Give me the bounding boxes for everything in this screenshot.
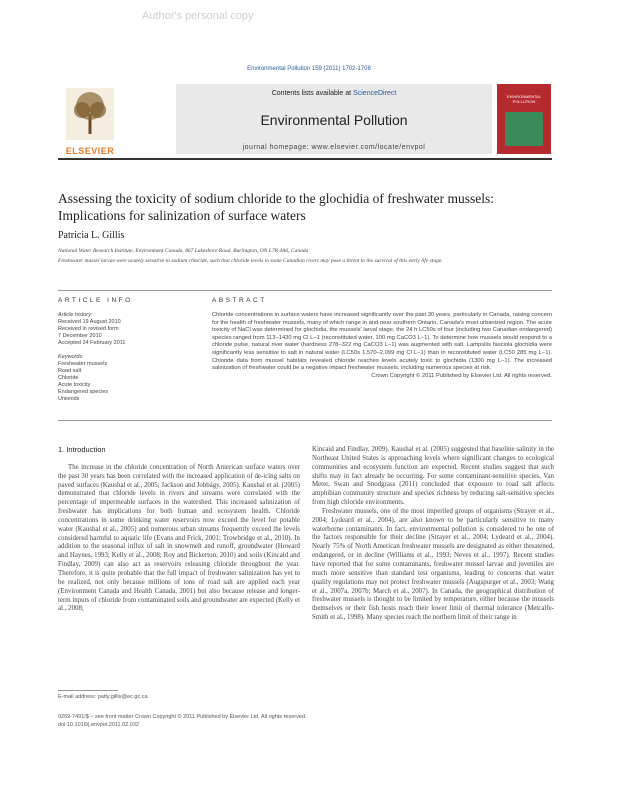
keyword: Chloride [58, 375, 79, 381]
right-column [312, 446, 554, 623]
history-line: 7 December 2010 [58, 333, 102, 339]
author-name: Patricia L. Gillis [58, 230, 125, 241]
abstract-text: Chloride concentrations in surface waters have increased significantly over the past 30 years, particularly in Canada, raising concern for the health of freshwater mussels, many of which range in and near southern Ontario, Canada's most urbanized region. The acute toxicity of NaCl was determined for glochidia, the mussels' larval stage, the 24 h LC50s of four (including two Canadian endangered) species ranged from 113–1430 mg Cl L−1 (reconstituted water, 100 mg CaCO3 L−1). To determine how mussels would respond to a chloride pulse, natural river water (hardness 278–322 mg CaCO3 L−1) was augmented with salt. Lampsilis fasciola glochidia were significantly less sensitive to salt in natural water (LC50s 1,570–2,099 mg Cl L−1) than in reconstituted water (LC50 285 mg L−1). Chloride data from mussel habitats revealed chloride reaches levels acutely toxic to glochidia (1300 mg L−1). The increased salinization of freshwater could be a negative impact freshwater mussels, including numerous species at risk. [212, 312, 552, 372]
keyword: Endangered species [58, 389, 109, 395]
article-history [58, 312, 198, 347]
history-line: Received 19 August 2010 [58, 319, 121, 325]
history-line: Accepted 24 February 2011 [58, 340, 126, 346]
abstract-divider [58, 420, 552, 421]
abstract-copyright: Crown Copyright © 2011 Published by Elsevier Ltd. All rights reserved. [371, 372, 552, 379]
sciencedirect-link[interactable]: ScienceDirect [353, 90, 397, 97]
left-column [58, 446, 300, 614]
journal-homepage-link[interactable]: journal homepage: www.elsevier.com/locate/envpol [242, 144, 426, 151]
keyword: Unionids [58, 396, 80, 402]
contents-prefix: Contents lists available at [271, 90, 352, 97]
author-copy-watermark [142, 10, 254, 22]
header-divider [58, 158, 552, 160]
keywords-label: Keywords: [58, 354, 84, 360]
contents-line [176, 90, 492, 97]
keyword: Acute toxicity [58, 382, 91, 388]
cover-art-image [505, 112, 543, 146]
cover-title: ENVIRONMENTAL POLLUTION [506, 94, 542, 104]
keyword: Road salt [58, 368, 82, 374]
abstract-heading: ABSTRACT [212, 297, 267, 304]
introduction-heading: 1. Introduction [58, 445, 106, 454]
author-email-footnote[interactable]: E-mail address: patty.gillis@ec.gc.ca. [58, 694, 150, 700]
journal-title: Environmental Pollution [260, 112, 408, 128]
publisher-name: ELSEVIER [65, 146, 115, 156]
abstract-body [212, 312, 552, 380]
history-line: Received in revised form [58, 326, 119, 332]
footnote-divider [58, 690, 118, 691]
keyword: Freshwater mussels [58, 361, 108, 367]
article-info-heading: ARTICLE INFO [58, 297, 133, 304]
doi-link[interactable]: doi:10.1016/j.envpol.2011.02.032 [58, 722, 139, 728]
author-affiliation: National Water Research Institute, Environment Canada, 867 Lakeshore Road, Burlington, ON L7R 4A6, Canada [58, 248, 309, 254]
article-highlight: Freshwater mussel larvae were acutely sensitive to sodium chloride, such that chloride levels in some Canadian rivers may pose a threat to the survival of this early life stage. [58, 258, 443, 264]
issn-line: 0269-7491/$ – see front matter Crown Copyright © 2011 Published by Elsevier Ltd. All rights reserved. [58, 714, 307, 720]
watermark-visible-text: Author's personal copy [142, 10, 254, 22]
body-paragraph: Freshwater mussels, one of the most imperiled groups of organisms (Strayer et al., 2004; Lydeard et al., 2004), are also known to be particularly sensitive to many waterborne contaminants. In fact, environmental pollution is considered to be one of the factors responsible for their decline (Strayer et al., 2004; Lydeard et al., 2004). Nearly 75% of North American freshwater mussels are designated as either threatened, endangered, or in decline (Williams et al., 1993; Neves et al., 1997). Recent studies have reported that for some contaminants, freshwater mussel larvae and juveniles are much more sensitive than standard test organisms, leading to concerns that water quality regulations may not protect freshwater mussels (Augspurger et al., 2003; Wang et al., 2007a, 2007b; March et al., 2007). In Canada, the geographical distribution of freshwater mussels is thought to be limited by temperature, either because the mussels themselves or their fish hosts reach their lower limit of thermal tolerance (Metcalfe-Smith et al., 1998). Many species reach the northern limit of their range in [312, 507, 554, 622]
history-label: Article history: [58, 312, 93, 318]
keywords [58, 354, 198, 403]
journal-citation[interactable]: Environmental Pollution 159 (2011) 1702-1708 [247, 66, 371, 72]
body-paragraph: Kincaid and Findlay, 2009). Kaushal et al. (2005) suggested that baseline salinity in the Northeast United States is approaching levels where significant changes to ecological communities and ecosystem function are expected. Recent studies suggest that such shifts may in fact already be occurring. For some contaminant-sensitive species, Van Meter, Swan and Snodgrass (2011) concluded that exposure to road salt affects amphibian community structure and species richness by reducing salt-sensitive species from high chloride environments. [312, 446, 554, 507]
intro-paragraph: The increase in the chloride concentration of North American surface waters over the past 30 years has been correlated with the increased application of de-icing salts on paved surfaces (Kaushal et al., 2005; Jackson and Jobbágy, 2005). Kaushal et al. (2005) demonstrated that chloride levels in rivers and streams were correlated with the percentage of impermeable surfaces in the watershed. This increased salinization of freshwater has implications for both human and ecosystem health. Chloride concentrations in some drinking water reservoirs now exceed the level for potable water (Kaushal et al., 2005) and numerous urban streams frequently exceed the levels considered harmful to aquatic life (Evans and Frick, 2001; Trowbridge et al., 2010). In addition to the seasonal influx of salt in snowmelt and runoff, groundwater (Howard and Haynes, 1993; Kelly et al., 2008; Roy and Bickerton, 2010) and soils (Kincaid and Findlay, 2009) can also act as reservoirs releasing chloride throughout the year. Therefore, it is quite probable that the full impact of freshwater salinization has yet to be realized, not only because millions of tons of road salt are applied each year (Environment Canada and Health Canada, 2001) but also because release and longer-term inputs of chloride from contaminated soils and groundwater are expected (Kelly et al., 2008; [58, 463, 300, 613]
elsevier-tree-logo [60, 84, 120, 154]
article-title: Assessing the toxicity of sodium chloride to the glochidia of freshwater mussels: Implications for salinization of surface waters [58, 191, 495, 223]
info-divider [58, 290, 552, 291]
